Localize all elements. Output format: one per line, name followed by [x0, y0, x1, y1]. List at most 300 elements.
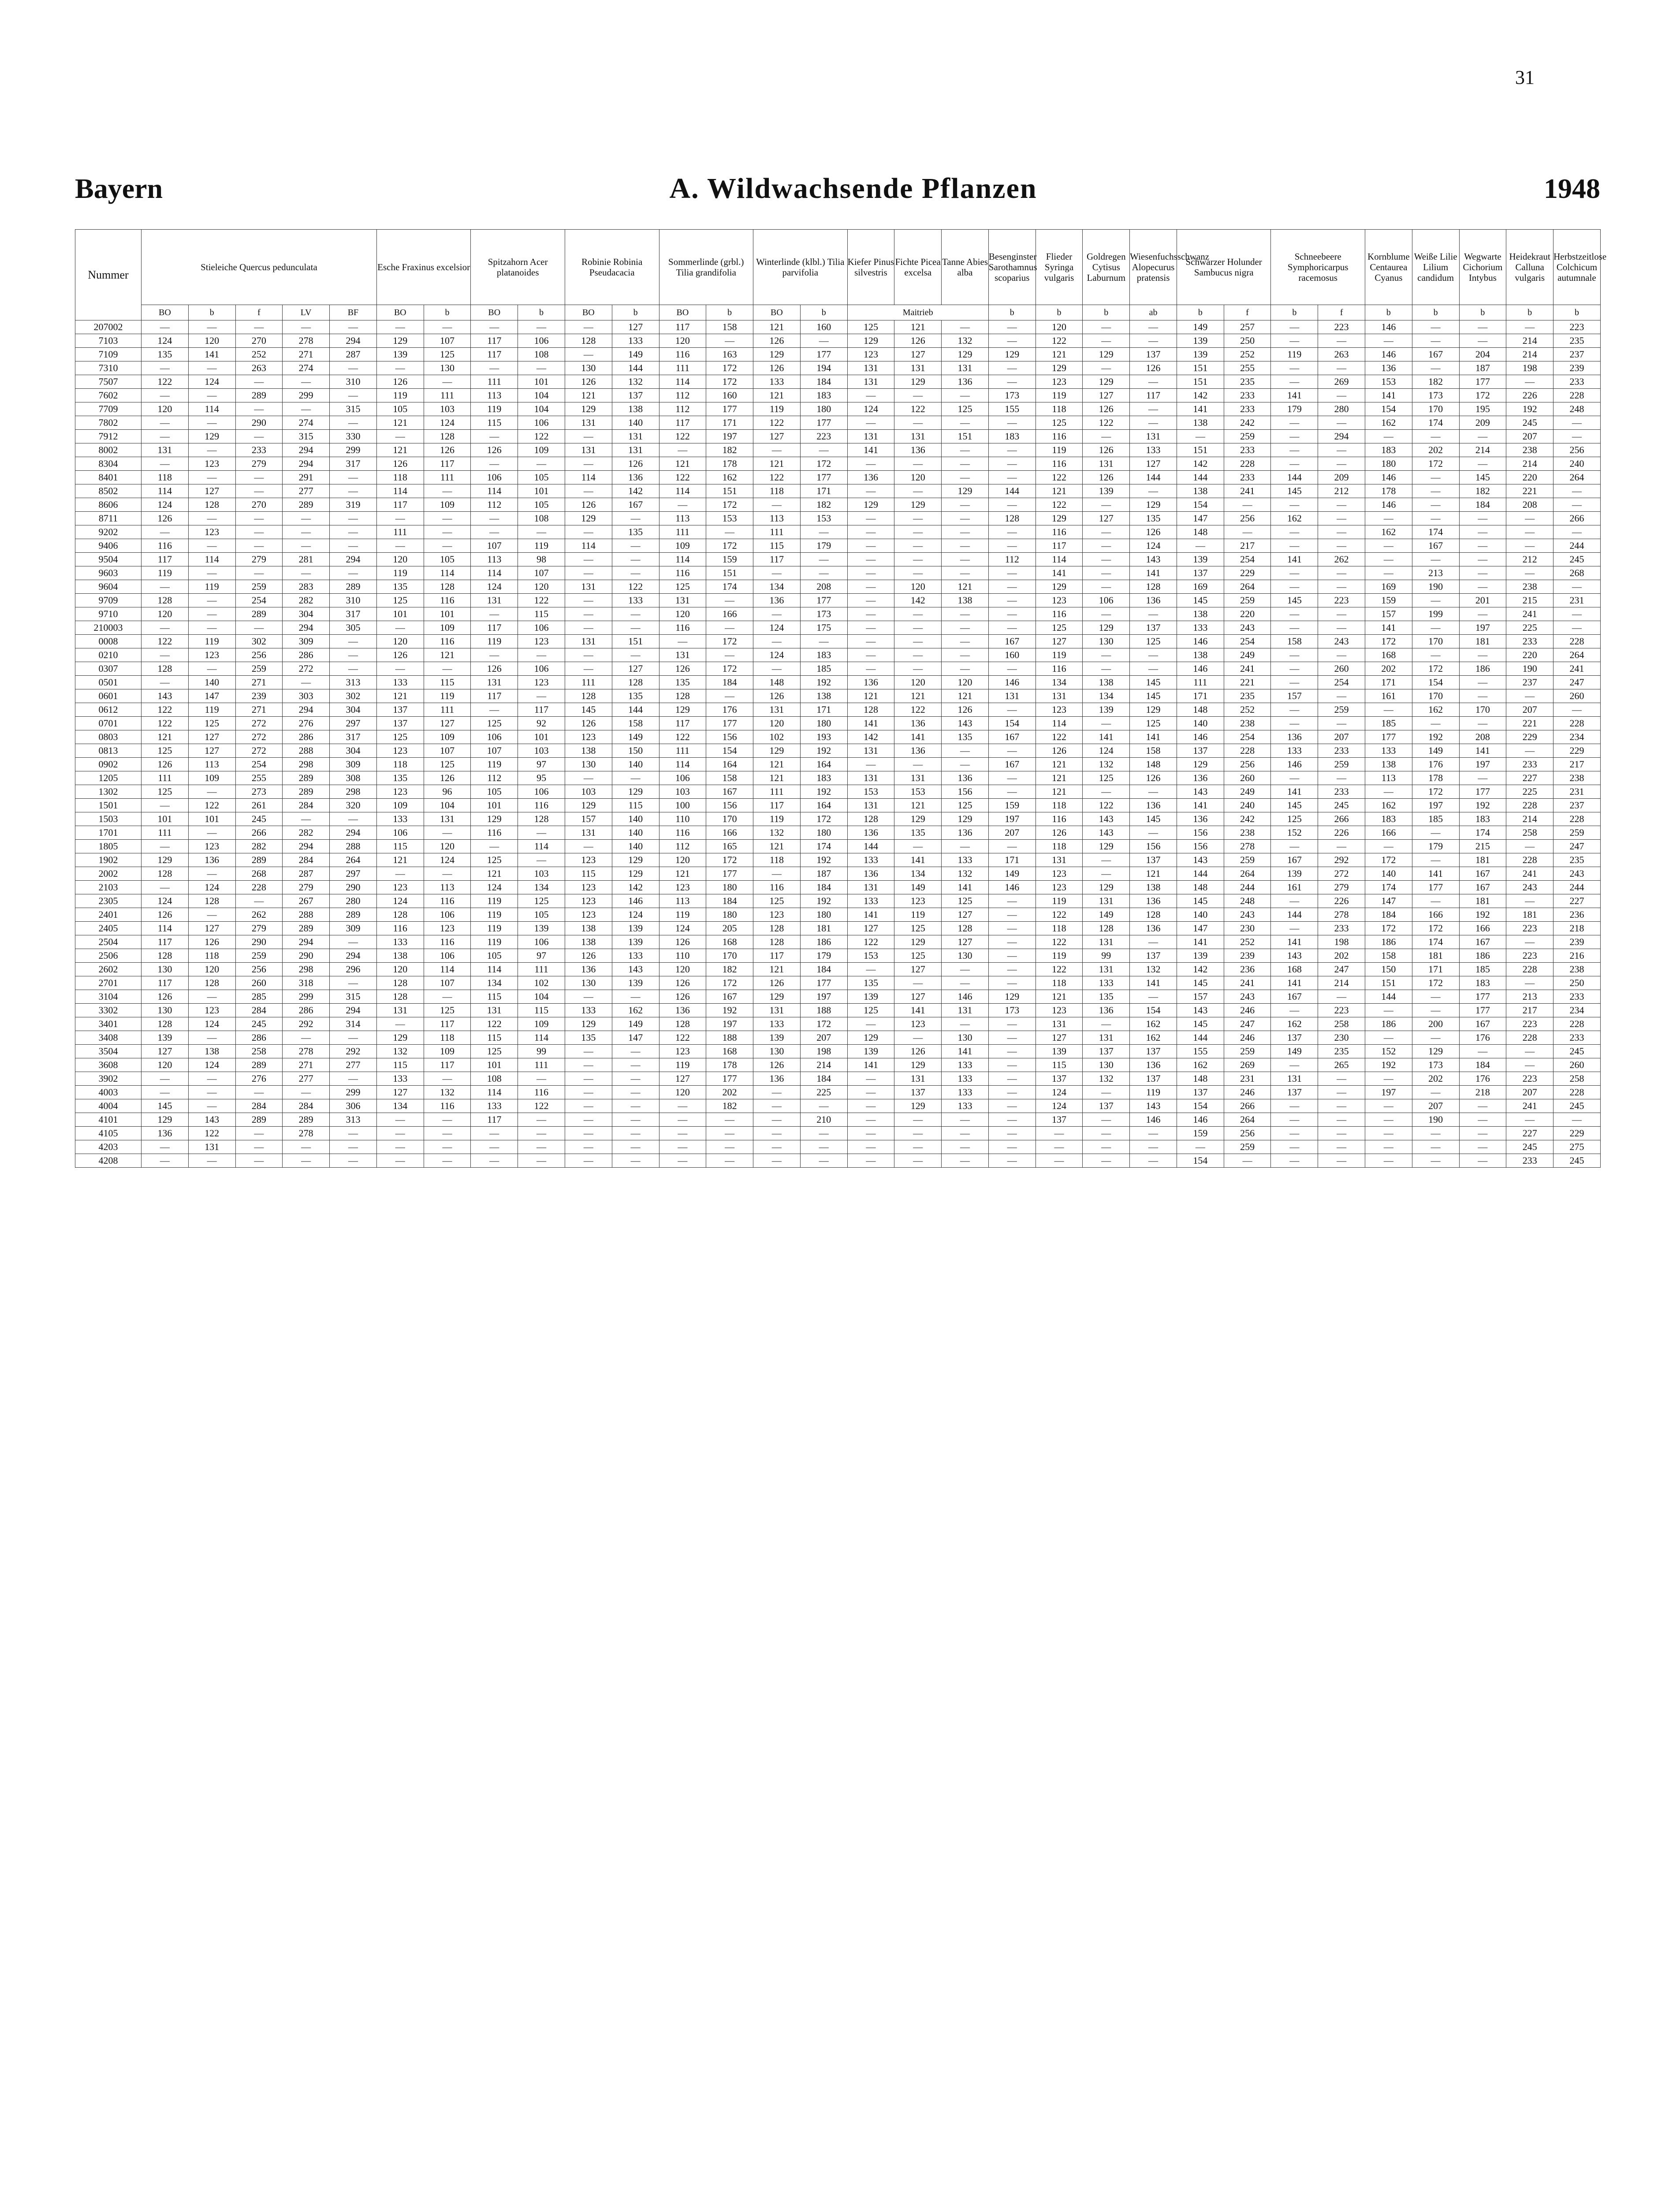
table-cell: 129 — [894, 1099, 942, 1113]
table-cell: 213 — [1506, 990, 1553, 1004]
table-cell: 229 — [1506, 730, 1553, 744]
table-cell: 133 — [376, 812, 424, 826]
table-cell: 127 — [659, 1072, 706, 1086]
table-cell: 173 — [1412, 389, 1459, 402]
table-cell: 240 — [1224, 799, 1271, 812]
table-cell: 114 — [1036, 553, 1083, 566]
table-row — [75, 416, 1601, 430]
table-cell: 154 — [1177, 498, 1224, 512]
table-cell: 289 — [283, 1113, 330, 1127]
table-cell: 277 — [283, 1072, 330, 1086]
table-cell: 104 — [518, 389, 565, 402]
table-cell: — — [471, 320, 518, 334]
table-cell: 148 — [1130, 758, 1177, 771]
table-cell: 128 — [518, 812, 565, 826]
table-cell: 143 — [142, 689, 189, 703]
station-number: 2305 — [75, 894, 142, 908]
table-cell: — — [142, 799, 189, 812]
table-cell: — — [1553, 1113, 1601, 1127]
table-cell: 106 — [471, 730, 518, 744]
table-cell: 256 — [1224, 1127, 1271, 1140]
table-cell: — — [894, 457, 942, 471]
table-cell: 139 — [1083, 703, 1130, 717]
table-cell: 272 — [283, 662, 330, 676]
table-cell: — — [1083, 580, 1130, 594]
table-cell: — — [1412, 1140, 1459, 1154]
table-cell: 120 — [659, 1086, 706, 1099]
table-cell: — — [847, 1154, 894, 1168]
table-cell: 163 — [706, 348, 753, 361]
table-cell: 239 — [235, 689, 283, 703]
station-number: 0803 — [75, 730, 142, 744]
table-cell: — — [330, 648, 377, 662]
table-cell: 117 — [471, 621, 518, 635]
table-cell: 140 — [188, 676, 235, 689]
table-cell: 122 — [753, 471, 801, 484]
table-cell: 154 — [1177, 1099, 1224, 1113]
table-cell: 130 — [142, 1004, 189, 1017]
table-cell: 135 — [847, 976, 894, 990]
table-cell: 266 — [1318, 812, 1365, 826]
table-cell: — — [142, 580, 189, 594]
table-cell: 136 — [753, 594, 801, 607]
table-cell: 139 — [1177, 949, 1224, 963]
table-row — [75, 389, 1601, 402]
table-cell: 304 — [330, 703, 377, 717]
table-row — [75, 1072, 1601, 1086]
table-cell: — — [847, 566, 894, 580]
table-row — [75, 867, 1601, 881]
table-cell: 180 — [1365, 457, 1412, 471]
table-cell: 164 — [800, 758, 847, 771]
table-cell: 230 — [1318, 1031, 1365, 1045]
table-cell: — — [612, 607, 659, 621]
subcolumn-header: BO — [659, 305, 706, 320]
table-cell: 146 — [1365, 320, 1412, 334]
station-number: 2103 — [75, 881, 142, 894]
table-cell: 184 — [800, 881, 847, 894]
table-cell: 136 — [942, 771, 989, 785]
table-cell: — — [518, 1072, 565, 1086]
table-cell: 126 — [1130, 361, 1177, 375]
table-cell: 172 — [1412, 976, 1459, 990]
table-cell: 141 — [1271, 976, 1318, 990]
table-cell: 157 — [1177, 990, 1224, 1004]
table-cell: 121 — [894, 689, 942, 703]
table-cell: 188 — [800, 1004, 847, 1017]
table-row — [75, 1045, 1601, 1058]
table-cell: — — [188, 662, 235, 676]
table-cell: 313 — [330, 1113, 377, 1127]
table-cell: 122 — [188, 799, 235, 812]
table-cell: 141 — [847, 443, 894, 457]
table-cell: — — [283, 812, 330, 826]
subcolumn-header: b — [1459, 305, 1506, 320]
table-cell: — — [424, 1154, 471, 1168]
table-cell: 214 — [1318, 976, 1365, 990]
table-cell: 225 — [800, 1086, 847, 1099]
table-cell: — — [188, 361, 235, 375]
subcolumn-header: b — [1036, 305, 1083, 320]
table-cell: 181 — [1459, 853, 1506, 867]
table-cell: 154 — [1365, 402, 1412, 416]
table-cell: 131 — [942, 1004, 989, 1017]
table-cell: 114 — [471, 566, 518, 580]
table-cell: 158 — [1365, 949, 1412, 963]
table-cell: 126 — [659, 662, 706, 676]
station-number: 9504 — [75, 553, 142, 566]
table-cell: — — [1130, 1154, 1177, 1168]
table-cell: 134 — [1036, 676, 1083, 689]
table-cell: — — [1412, 1127, 1459, 1140]
table-cell: 125 — [847, 1004, 894, 1017]
table-cell: 138 — [1177, 648, 1224, 662]
table-cell: 161 — [1365, 689, 1412, 703]
table-cell: 290 — [283, 949, 330, 963]
table-cell: 310 — [330, 375, 377, 389]
table-cell: 104 — [518, 402, 565, 416]
table-cell: 184 — [800, 1072, 847, 1086]
table-cell: 121 — [376, 689, 424, 703]
station-number: 2701 — [75, 976, 142, 990]
table-cell: 123 — [376, 881, 424, 894]
table-cell: 186 — [1459, 949, 1506, 963]
table-cell: 120 — [142, 607, 189, 621]
table-cell: — — [1365, 512, 1412, 525]
table-cell: — — [847, 621, 894, 635]
table-cell: — — [235, 471, 283, 484]
table-cell: 126 — [142, 758, 189, 771]
table-cell: — — [1271, 416, 1318, 430]
table-cell: — — [1318, 1099, 1365, 1113]
table-cell: 120 — [753, 717, 801, 730]
table-cell: 139 — [1271, 867, 1318, 881]
table-cell: 256 — [1224, 758, 1271, 771]
table-cell: 130 — [942, 1031, 989, 1045]
table-cell: 126 — [942, 703, 989, 717]
table-cell: — — [518, 853, 565, 867]
table-cell: 141 — [1271, 389, 1318, 402]
table-cell: — — [188, 594, 235, 607]
table-cell: 120 — [659, 853, 706, 867]
table-cell: — — [1412, 853, 1459, 867]
table-cell: — — [283, 375, 330, 389]
table-cell: 173 — [1412, 1058, 1459, 1072]
table-cell: 123 — [1036, 594, 1083, 607]
table-cell: 288 — [283, 908, 330, 922]
table-cell: 117 — [753, 553, 801, 566]
table-cell: 119 — [471, 894, 518, 908]
table-cell: 241 — [1224, 662, 1271, 676]
table-cell: 144 — [1177, 867, 1224, 881]
table-cell: 126 — [565, 498, 612, 512]
table-cell: 205 — [706, 922, 753, 935]
table-cell: 118 — [1036, 922, 1083, 935]
table-cell: 114 — [659, 758, 706, 771]
table-cell: — — [565, 1113, 612, 1127]
table-cell: 266 — [1224, 1099, 1271, 1113]
table-cell: 304 — [330, 744, 377, 758]
table-cell: — — [330, 976, 377, 990]
table-cell: 140 — [612, 840, 659, 853]
table-cell: 136 — [847, 676, 894, 689]
table-cell: 241 — [1224, 484, 1271, 498]
table-cell: 105 — [424, 553, 471, 566]
table-cell: — — [1130, 648, 1177, 662]
species-header: Fichte Picea excelsa — [894, 230, 942, 305]
table-cell: — — [659, 1154, 706, 1168]
table-cell: 260 — [1318, 662, 1365, 676]
table-cell: 132 — [612, 375, 659, 389]
table-cell: 218 — [1553, 922, 1601, 935]
table-cell: 262 — [1318, 553, 1365, 566]
table-cell: — — [235, 402, 283, 416]
table-cell: 204 — [1459, 348, 1506, 361]
table-cell: 299 — [330, 443, 377, 457]
table-cell: 121 — [753, 389, 801, 402]
table-row — [75, 539, 1601, 553]
table-cell: 151 — [1177, 375, 1224, 389]
table-cell: — — [565, 1058, 612, 1072]
table-cell: 192 — [1506, 402, 1553, 416]
table-cell: 124 — [753, 648, 801, 662]
table-cell: 264 — [1553, 648, 1601, 662]
table-cell: 178 — [706, 457, 753, 471]
table-cell: 144 — [612, 361, 659, 375]
table-cell: 122 — [188, 1127, 235, 1140]
table-cell: — — [142, 416, 189, 430]
table-cell: 122 — [847, 935, 894, 949]
table-cell: 228 — [1553, 812, 1601, 826]
table-cell: 212 — [1318, 484, 1365, 498]
table-cell: — — [330, 635, 377, 648]
table-cell: — — [1036, 1127, 1083, 1140]
table-cell: — — [800, 525, 847, 539]
table-row — [75, 348, 1601, 361]
table-cell: 159 — [1177, 1127, 1224, 1140]
table-cell: — — [376, 662, 424, 676]
table-cell: — — [1412, 430, 1459, 443]
table-cell: — — [1459, 525, 1506, 539]
table-cell: — — [565, 990, 612, 1004]
table-cell: 126 — [376, 648, 424, 662]
table-row — [75, 963, 1601, 976]
table-cell: 167 — [988, 758, 1036, 771]
station-number: 0902 — [75, 758, 142, 771]
table-cell: — — [1271, 717, 1318, 730]
table-cell: 115 — [518, 1004, 565, 1017]
table-cell: — — [753, 1140, 801, 1154]
table-cell: 119 — [142, 566, 189, 580]
table-cell: — — [800, 1140, 847, 1154]
table-cell: — — [847, 539, 894, 553]
table-cell: — — [235, 539, 283, 553]
table-cell: — — [471, 840, 518, 853]
table-cell: 223 — [1553, 320, 1601, 334]
table-cell: 193 — [800, 730, 847, 744]
station-number: 7709 — [75, 402, 142, 416]
table-cell: 143 — [1130, 553, 1177, 566]
table-cell: 182 — [706, 963, 753, 976]
table-cell: 127 — [894, 963, 942, 976]
table-cell: — — [942, 471, 989, 484]
table-cell: 167 — [1412, 348, 1459, 361]
table-row — [75, 1086, 1601, 1099]
table-cell: 197 — [1365, 1086, 1412, 1099]
table-cell: 231 — [1553, 785, 1601, 799]
table-cell: — — [894, 553, 942, 566]
table-cell: 177 — [706, 1072, 753, 1086]
station-number: 8711 — [75, 512, 142, 525]
table-cell: 233 — [1506, 1154, 1553, 1168]
table-cell: — — [1083, 553, 1130, 566]
table-cell: 256 — [1224, 512, 1271, 525]
table-cell: — — [1553, 703, 1601, 717]
table-cell: 121 — [942, 580, 989, 594]
table-cell: 131 — [1083, 935, 1130, 949]
table-cell: — — [1412, 1086, 1459, 1099]
table-cell: — — [1553, 525, 1601, 539]
table-cell: 164 — [706, 758, 753, 771]
table-row — [75, 949, 1601, 963]
table-cell: 140 — [612, 758, 659, 771]
station-number: 8002 — [75, 443, 142, 457]
table-cell: 167 — [706, 990, 753, 1004]
table-cell: 208 — [1459, 730, 1506, 744]
station-number: 0701 — [75, 717, 142, 730]
station-number: 3302 — [75, 1004, 142, 1017]
table-cell: 177 — [800, 976, 847, 990]
table-cell: — — [847, 580, 894, 594]
table-cell: 223 — [1318, 1004, 1365, 1017]
table-cell: 123 — [188, 525, 235, 539]
table-cell: 133 — [376, 676, 424, 689]
table-cell: — — [847, 758, 894, 771]
table-cell: 192 — [800, 785, 847, 799]
table-cell: 131 — [847, 799, 894, 812]
table-cell: 294 — [330, 949, 377, 963]
table-cell: — — [1130, 402, 1177, 416]
table-cell: 214 — [800, 1058, 847, 1072]
table-cell: 290 — [235, 935, 283, 949]
table-cell: 198 — [1506, 361, 1553, 375]
table-cell: 139 — [1036, 1045, 1083, 1058]
table-cell: 127 — [376, 1086, 424, 1099]
table-cell: 144 — [988, 484, 1036, 498]
table-cell: — — [988, 1086, 1036, 1099]
subcolumn-header: b — [424, 305, 471, 320]
table-cell: 133 — [1365, 744, 1412, 758]
table-cell: 291 — [283, 471, 330, 484]
table-cell: 96 — [424, 785, 471, 799]
table-cell: 129 — [376, 1031, 424, 1045]
table-cell: 214 — [1506, 348, 1553, 361]
table-cell: — — [1459, 1113, 1506, 1127]
table-cell: 127 — [894, 348, 942, 361]
table-cell: 109 — [424, 1045, 471, 1058]
table-cell: 129 — [847, 498, 894, 512]
table-cell: 128 — [659, 1017, 706, 1031]
table-cell: — — [142, 621, 189, 635]
table-cell: — — [894, 566, 942, 580]
table-cell: — — [565, 621, 612, 635]
table-cell: 107 — [471, 539, 518, 553]
table-cell: 147 — [188, 689, 235, 703]
table-cell: 113 — [424, 881, 471, 894]
table-cell: 131 — [1083, 457, 1130, 471]
table-cell: 126 — [894, 334, 942, 348]
table-cell: — — [942, 1017, 989, 1031]
table-cell: 186 — [800, 935, 847, 949]
table-cell: 202 — [1412, 443, 1459, 457]
table-cell: 129 — [942, 484, 989, 498]
table-row — [75, 812, 1601, 826]
table-cell: — — [1318, 512, 1365, 525]
table-cell: 109 — [424, 621, 471, 635]
table-cell: 201 — [1459, 594, 1506, 607]
table-cell: — — [565, 1099, 612, 1113]
table-cell: — — [1412, 1004, 1459, 1017]
table-cell: 132 — [1083, 758, 1130, 771]
table-cell: 136 — [942, 826, 989, 840]
table-cell: 120 — [659, 607, 706, 621]
table-cell: 277 — [283, 484, 330, 498]
table-cell: 106 — [424, 949, 471, 963]
table-cell: 146 — [1177, 662, 1224, 676]
table-cell: 294 — [283, 840, 330, 853]
table-cell: — — [706, 594, 753, 607]
table-cell: — — [424, 990, 471, 1004]
table-cell: 142 — [894, 594, 942, 607]
table-cell: 149 — [1177, 320, 1224, 334]
table-cell: — — [612, 512, 659, 525]
station-number: 8502 — [75, 484, 142, 498]
table-cell: 183 — [800, 771, 847, 785]
table-cell: 208 — [800, 580, 847, 594]
table-cell: 271 — [283, 348, 330, 361]
table-cell: 115 — [753, 539, 801, 553]
table-cell: 129 — [942, 348, 989, 361]
table-cell: 101 — [518, 484, 565, 498]
table-cell: — — [565, 457, 612, 471]
table-cell: 133 — [612, 334, 659, 348]
table-cell: 210 — [800, 1113, 847, 1127]
table-cell: 111 — [753, 525, 801, 539]
table-cell: — — [424, 1127, 471, 1140]
table-cell: 141 — [1177, 402, 1224, 416]
table-cell: 136 — [1177, 812, 1224, 826]
table-cell: — — [1412, 717, 1459, 730]
table-cell: — — [1318, 840, 1365, 853]
table-cell: — — [188, 443, 235, 457]
table-cell: 155 — [1177, 1045, 1224, 1058]
table-cell: 233 — [1553, 375, 1601, 389]
table-cell: 236 — [1224, 963, 1271, 976]
table-cell: 235 — [1224, 689, 1271, 703]
table-cell: — — [424, 1072, 471, 1086]
table-cell: 296 — [330, 963, 377, 976]
table-cell: 126 — [565, 375, 612, 389]
table-cell: 124 — [1036, 1099, 1083, 1113]
table-cell: 136 — [659, 1004, 706, 1017]
table-cell: 116 — [424, 594, 471, 607]
table-cell: 305 — [330, 621, 377, 635]
table-cell: 246 — [1224, 1086, 1271, 1099]
table-cell: 243 — [1506, 881, 1553, 894]
table-cell: 126 — [1083, 471, 1130, 484]
table-cell: 143 — [942, 717, 989, 730]
table-cell: — — [1318, 566, 1365, 580]
